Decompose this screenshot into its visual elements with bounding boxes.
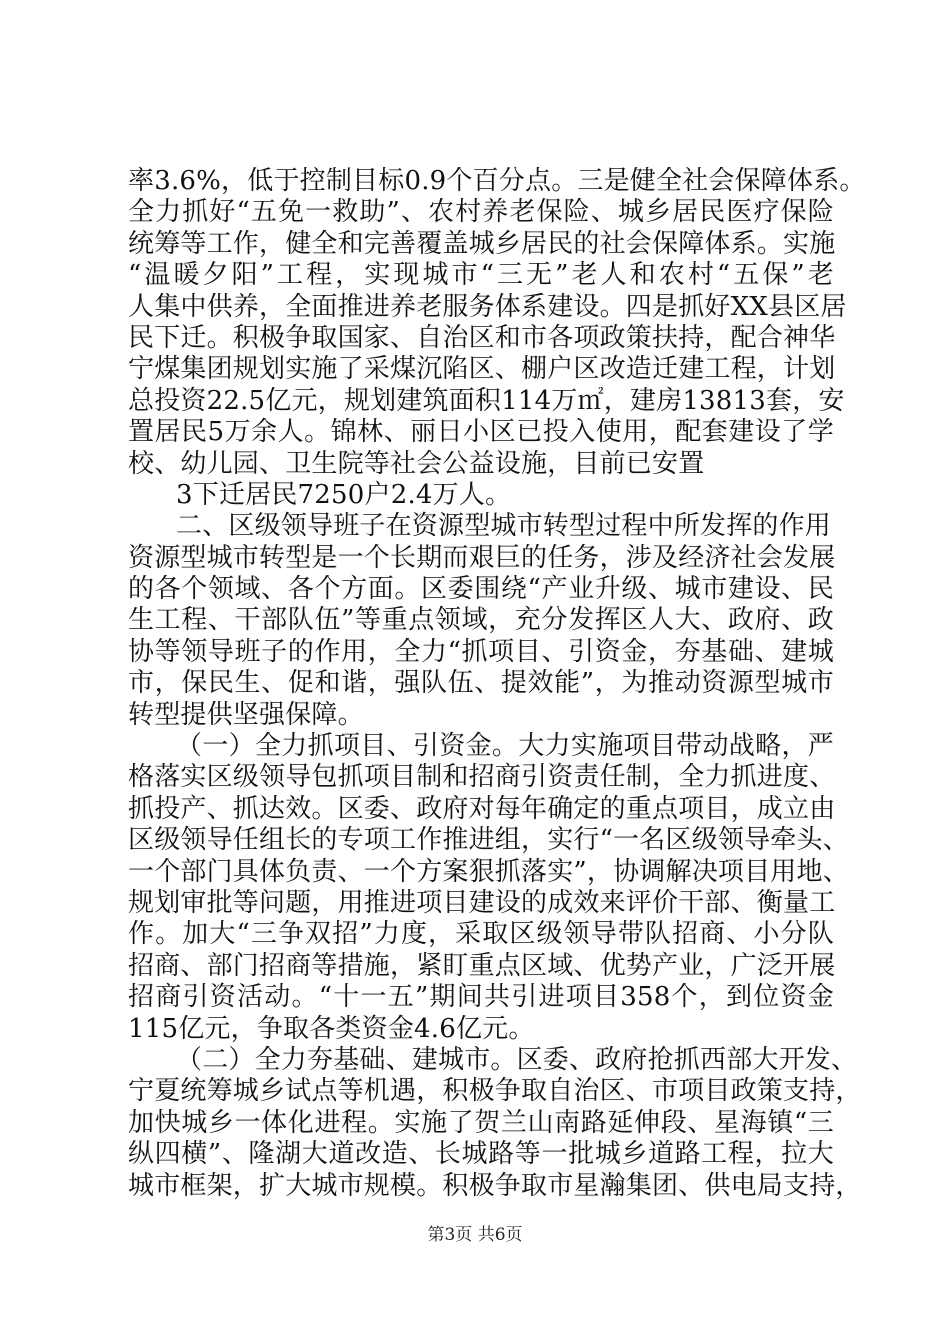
text-line: 协等领导班子的作用，全力“抓项目、引资金，夯基础、建城 bbox=[128, 636, 834, 667]
text-line: 总投资22.5亿元，规划建筑面积114万㎡，建房13813套，安 bbox=[128, 385, 845, 416]
text-line: 抓投产、抓达效。区委、政府对每年确定的重点项目，成立由 bbox=[128, 793, 836, 824]
text-line: 纵四横”、隆湖大道改造、长城路等一批城乡道路工程，拉大 bbox=[128, 1139, 834, 1170]
text-line: 115亿元，争取各类资金4.6亿元。 bbox=[128, 1013, 535, 1044]
text-line: 规划审批等问题，用推进项目建设的成效来评价干部、衡量工 bbox=[128, 887, 836, 918]
text-line: 全力抓好“五免一救助”、农村养老保险、城乡居民医疗保险 bbox=[128, 197, 834, 228]
text-line: 3下迁居民7250户2.4万人。 bbox=[176, 479, 512, 510]
text-line: 区级领导任组长的专项工作推进组，实行“一名区级领导牵头、 bbox=[128, 825, 849, 856]
text-line: 招商、部门招商等措施，紧盯重点区域、优势产业，广泛开展 bbox=[128, 950, 836, 981]
section-heading: 二、区级领导班子在资源型城市转型过程中所发挥的作用 bbox=[176, 511, 832, 542]
text-line: 格落实区级领导包抓项目制和招商引资责任制，全力抓进度、 bbox=[128, 762, 836, 793]
text-line: 生工程、干部队伍”等重点领域，充分发挥区人大、政府、政 bbox=[128, 605, 834, 636]
text-line: 市，保民生、促和谐，强队伍、提效能”，为推动资源型城市 bbox=[128, 668, 834, 699]
subsection-heading: （一）全力抓项目、引资金。大力实施项目带动战略，严 bbox=[176, 731, 834, 762]
text-line: “温暖夕阳”工程，实现城市“三无”老人和农村“五保”老 bbox=[128, 260, 834, 291]
text-line: 人集中供养，全面推进养老服务体系建设。四是抓好XX县区居 bbox=[128, 291, 847, 322]
text-line: 招商引资活动。“十一五”期间共引进项目358个，到位资金 bbox=[128, 982, 834, 1013]
text-line: 宁夏统筹城乡试点等机遇，积极争取自治区、市项目政策支持， bbox=[128, 1076, 862, 1107]
text-line: 的各个领域、各个方面。区委围绕“产业升级、城市建设、民 bbox=[128, 574, 834, 605]
text-line: 置居民5万余人。锦林、丽日小区已投入使用，配套建设了学 bbox=[128, 417, 834, 448]
text-line: 率3.6%，低于控制目标0.9个百分点。三是健全社会保障体系。 bbox=[128, 166, 866, 196]
text-line: 一个部门具体负责、一个方案狠抓落实”，协调解决项目用地、 bbox=[128, 856, 849, 887]
text-line: 校、幼儿园、卫生院等社会公益设施，目前已安置 bbox=[128, 448, 705, 479]
text-line: 城市框架，扩大城市规模。积极争取市星瀚集团、供电局支持， bbox=[128, 1170, 862, 1201]
subsection-heading: （二）全力夯基础、建城市。区委、政府抢抓西部大开发、 bbox=[176, 1044, 858, 1075]
text-line: 作。加大“三争双招”力度，采取区级领导带队招商、小分队 bbox=[128, 919, 834, 950]
page-number-footer: 第3页 共6页 bbox=[427, 1225, 523, 1245]
document-body bbox=[128, 166, 866, 1202]
text-line: 民下迁。积极争取国家、自治区和市各项政策扶持，配合神华 bbox=[128, 322, 836, 353]
text-line: 宁煤集团规划实施了采煤沉陷区、棚户区改造迁建工程，计划 bbox=[128, 354, 836, 385]
text-line: 转型提供坚强保障。 bbox=[128, 699, 364, 730]
text-line: 资源型城市转型是一个长期而艰巨的任务，涉及经济社会发展 bbox=[128, 542, 836, 573]
text-line: 加快城乡一体化进程。实施了贺兰山南路延伸段、星海镇“三 bbox=[128, 1107, 834, 1138]
text-line: 统筹等工作，健全和完善覆盖城乡居民的社会保障体系。实施 bbox=[128, 228, 836, 259]
